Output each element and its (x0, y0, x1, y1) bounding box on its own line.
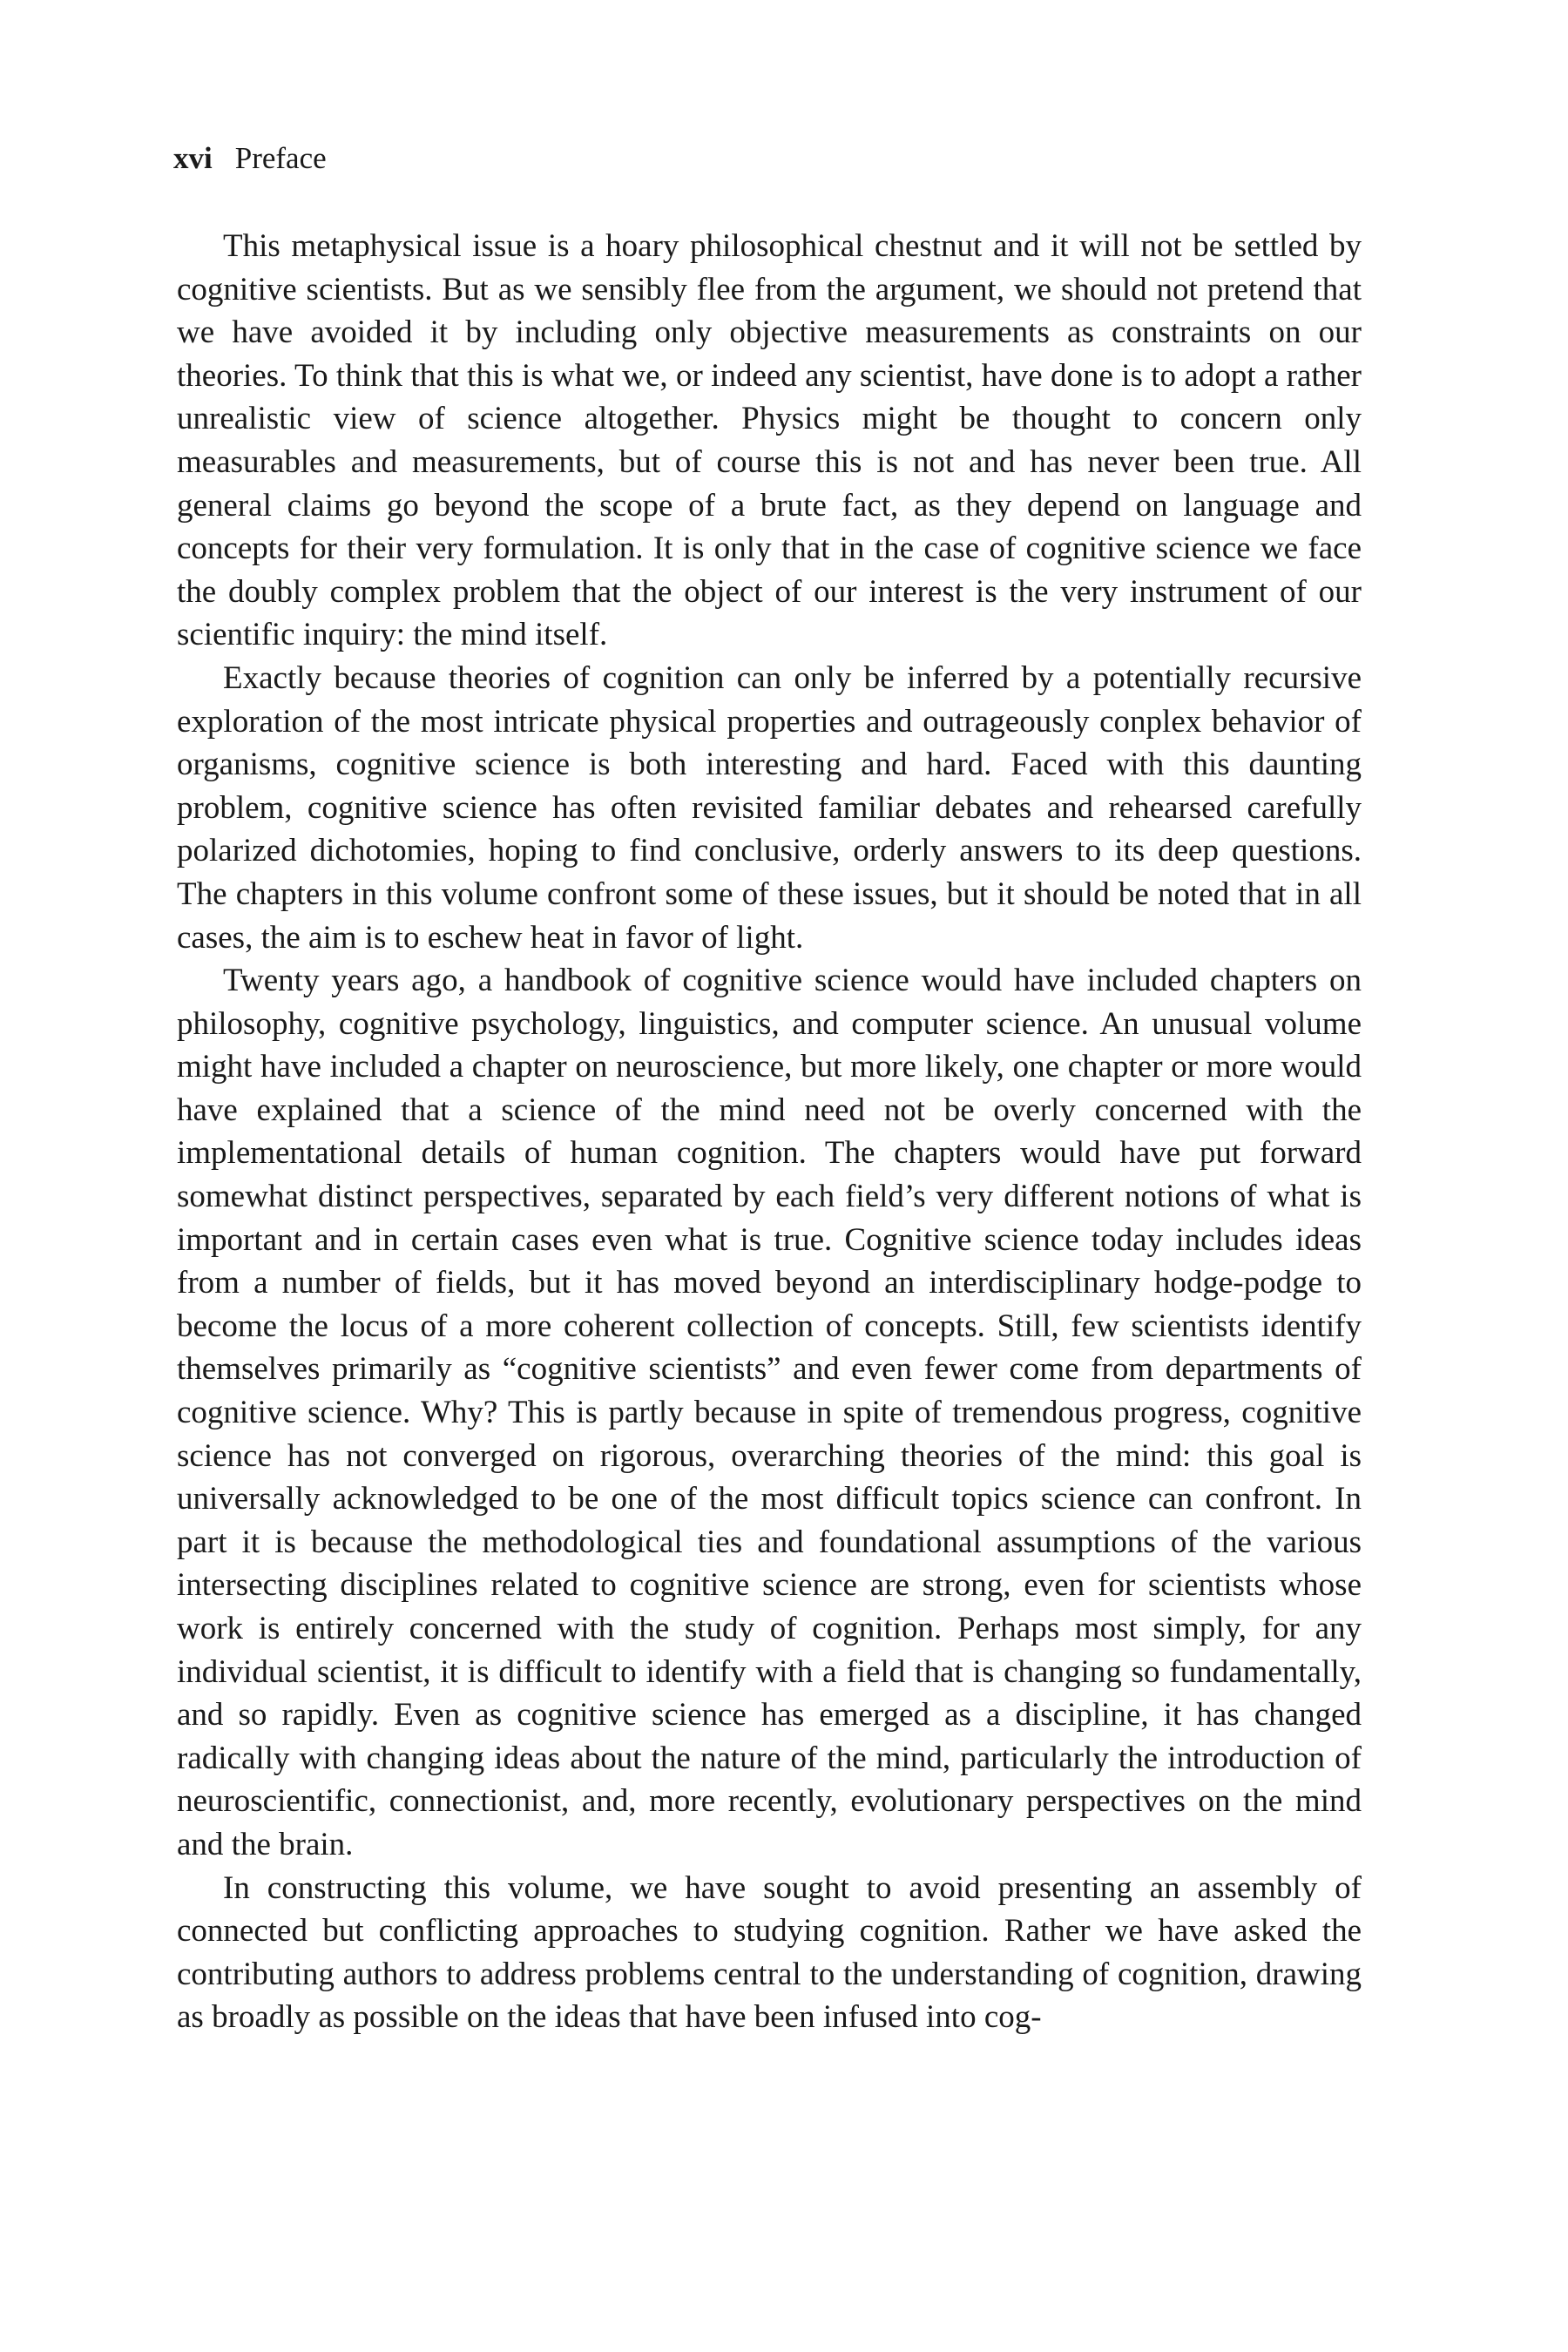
running-head (173, 139, 327, 178)
paragraph-4: In constructing this volume, we have sought to avoid presenting an assembly of connected but conflicting approaches to studying cognition. Rather we have asked the contributing authors to address problems central to the understanding of cognition, drawing as broadly as possible on the ideas that have been infused into cog- (177, 1869, 1362, 2036)
running-title: Preface (234, 141, 327, 175)
body-text (177, 225, 1362, 2039)
paragraph-2: Exactly because theories of cognition can only be inferred by a potentially recursive exploration of the most intricate physical properties and outrageously conplex behavior of organisms, cognitive science is both interesting and hard. Faced with this daunting problem, cognitive science has often revisited familiar debates and rehearsed carefully polarized dichotomies, hoping to find conclusive, orderly answers to its deep questions. The chapters in this volume confront some of these issues, but it should be noted that in all cases, the aim is to eschew heat in favor of light. (177, 659, 1362, 956)
page-number: xvi (173, 141, 213, 175)
paragraph-3: Twenty years ago, a handbook of cognitive science would have included chapters on philosophy, cognitive psychology, linguistics, and computer science. An unusual volume might have included a chapter on neuroscience, but more likely, one chapter or more would have explained that a science of the mind need not be overly concerned with the implementational details of human cognition. The chapters would have put forward somewhat distinct perspectives, separated by each field’s very different notions of what is important and in certain cases even what is true. Cognitive science today includes ideas from a number of fields, but it has moved beyond an interdisciplinary hodge-podge to become the locus of a more coherent collection of concepts. Still, few scientists identify themselves primarily as “cognitive scientists” and even fewer come from departments of cognitive science. Why? This is partly because in spite of tremendous progress, cognitive science has not converged on rigorous, overarching theories of the mind: this goal is universally acknowledged to be one of the most difficult topics science can confront. In part it is because the methodological ties and foundational assumptions of the various intersecting disciplines related to cognitive science are strong, even for scientists whose work is entirely concerned with the study of cognition. Perhaps most simply, for any individual scientist, it is difficult to identify with a field that is changing so fundamentally, and so rapidly. Even as cognitive science has emerged as a discipline, it has changed radically with changing ideas about the nature of the mind, particularly the introduction of neuroscientific, connectionist, and, more recently, evolutionary perspectives on the mind and the brain. (177, 963, 1362, 1862)
paragraph-1: This metaphysical issue is a hoary philosophical chestnut and it will not be settled by cognitive scientists. But as we sensibly flee from the argument, we should not pretend that we have avoided it by including only objective measurements as constraints on our theories. To think that this is what we, or indeed any scientist, have done is to adopt a rather unrealistic view of science altogether. Physics might be thought to concern only measurables and measurements, but of course this is not and has never been true. All general claims go beyond the scope of a brute fact, as they depend on language and concepts for their very formulation. It is only that in the case of cognitive science we face the doubly complex problem that the object of our interest is the very instrument of our scientific inquiry: the mind itself. (177, 228, 1362, 653)
